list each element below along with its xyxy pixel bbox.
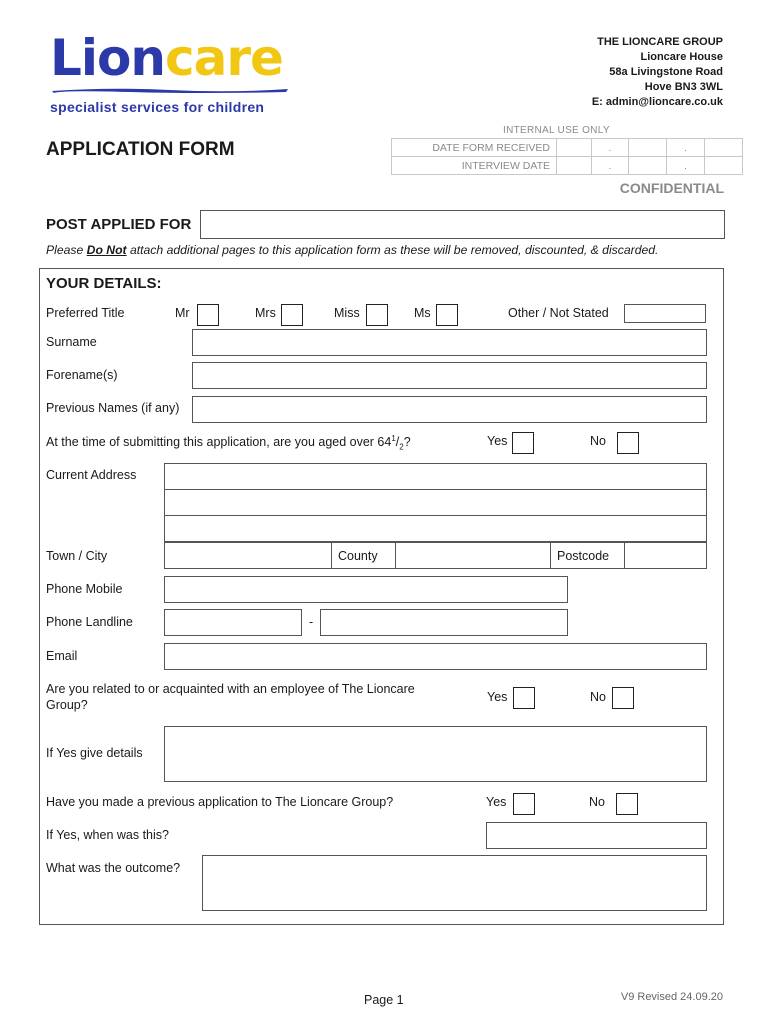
logo-brush-stroke (50, 86, 290, 94)
related-details-field[interactable] (164, 726, 707, 782)
page-title: APPLICATION FORM (46, 139, 235, 160)
section-title: YOUR DETAILS: (46, 275, 162, 292)
title-ms-checkbox[interactable] (436, 304, 458, 326)
age-yes-checkbox[interactable] (512, 432, 534, 454)
title-other-field[interactable] (624, 304, 706, 323)
title-other-label: Other / Not Stated (508, 306, 609, 320)
related-details-label: If Yes give details (46, 746, 143, 760)
related-no-checkbox[interactable] (612, 687, 634, 709)
related-no-label: No (590, 690, 606, 704)
previous-application-yes-checkbox[interactable] (513, 793, 535, 815)
related-yes-label: Yes (487, 690, 508, 704)
address-line-3-field[interactable] (164, 515, 707, 542)
date-cell[interactable] (705, 157, 743, 175)
phone-landline-label: Phone Landline (46, 615, 133, 629)
address-line: Lioncare House (640, 51, 723, 63)
postcode-label: Postcode (557, 549, 610, 563)
county-label: County (338, 549, 378, 563)
date-received-label: DATE FORM RECEIVED (392, 139, 557, 157)
age-fraction-slash: / (395, 435, 400, 450)
date-cell[interactable] (705, 139, 743, 157)
address-line: Hove BN3 3WL (644, 81, 723, 93)
phone-mobile-field[interactable] (164, 576, 568, 603)
age-fraction-numerator: 1 (391, 434, 396, 443)
age-question-mark: ? (403, 435, 411, 450)
previous-application-yes-label: Yes (486, 795, 507, 809)
note-emphasis: Do Not (86, 243, 127, 257)
previous-application-when-field[interactable] (486, 822, 707, 849)
email-field[interactable] (164, 643, 707, 670)
forenames-field[interactable] (192, 362, 707, 389)
logo-word-care: care (164, 29, 283, 87)
address-line-1-field[interactable] (164, 463, 707, 490)
previous-application-no-label: No (589, 795, 605, 809)
age-question (46, 434, 411, 452)
post-applied-label: POST APPLIED FOR (46, 216, 192, 233)
related-question-line1: Are you related to or acquainted with an employee of The Lioncare (46, 682, 415, 696)
confidential-label: CONFIDENTIAL (619, 180, 724, 196)
date-cell[interactable] (557, 157, 592, 175)
title-mrs-checkbox[interactable] (281, 304, 303, 326)
phone-mobile-label: Phone Mobile (46, 582, 123, 596)
company-address (592, 35, 723, 110)
forenames-label: Forename(s) (46, 368, 118, 382)
preferred-title-label: Preferred Title (46, 306, 125, 320)
interview-date-label: INTERVIEW DATE (392, 157, 557, 175)
age-question-text: At the time of submitting this application, are you aged over 64 (46, 435, 392, 450)
surname-label: Surname (46, 335, 97, 349)
version-label: V9 Revised 24.09.20 (620, 991, 723, 1003)
logo-word-lion: Lion (50, 29, 165, 87)
current-address-label: Current Address (46, 468, 137, 482)
date-cell[interactable]: . (667, 157, 705, 175)
lioncare-logo (50, 28, 283, 88)
age-fraction-denominator: 2 (399, 442, 404, 452)
title-miss-checkbox[interactable] (366, 304, 388, 326)
address-line-2-field[interactable] (164, 489, 707, 516)
surname-field[interactable] (192, 329, 707, 356)
title-mr-checkbox[interactable] (197, 304, 219, 326)
internal-use-heading: INTERNAL USE ONLY (503, 125, 610, 136)
address-line: THE LIONCARE GROUP (597, 36, 723, 48)
internal-use-table (391, 138, 743, 175)
age-no-checkbox[interactable] (617, 432, 639, 454)
date-cell[interactable]: . (592, 139, 629, 157)
postcode-field[interactable] (624, 542, 707, 569)
date-cell[interactable]: . (667, 139, 705, 157)
previous-names-label: Previous Names (if any) (46, 401, 180, 415)
county-field[interactable] (395, 542, 551, 569)
email-label: Email (46, 649, 78, 663)
age-no-label: No (590, 434, 606, 448)
title-mrs-label: Mrs (255, 306, 276, 320)
title-mr-label: Mr (175, 306, 190, 320)
age-yes-label: Yes (487, 434, 508, 448)
note-suffix: attach additional pages to this application form as these will be removed, discounted, & discarded. (126, 243, 659, 257)
post-applied-field[interactable] (200, 210, 725, 239)
date-cell[interactable] (557, 139, 592, 157)
town-field[interactable] (164, 542, 332, 569)
address-line: 58a Livingstone Road (609, 66, 723, 78)
landline-number-field[interactable] (320, 609, 568, 636)
title-ms-label: Ms (414, 306, 431, 320)
outcome-field[interactable] (202, 855, 707, 911)
date-cell[interactable]: . (592, 157, 629, 175)
logo-tagline: specialist services for children (50, 99, 265, 115)
related-question-line2: Group? (46, 698, 88, 712)
note-prefix: Please (46, 243, 87, 257)
previous-application-no-checkbox[interactable] (616, 793, 638, 815)
outcome-label: What was the outcome? (46, 861, 181, 875)
page-number: Page 1 (364, 993, 404, 1007)
address-email: E: admin@lioncare.co.uk (591, 96, 723, 108)
previous-application-question: Have you made a previous application to The Lioncare Group? (46, 795, 394, 809)
title-miss-label: Miss (334, 306, 360, 320)
landline-area-code-field[interactable] (164, 609, 302, 636)
date-cell[interactable] (629, 139, 667, 157)
date-cell[interactable] (629, 157, 667, 175)
landline-separator: - (309, 615, 314, 629)
town-label: Town / City (46, 549, 108, 563)
previous-names-field[interactable] (192, 396, 707, 423)
related-yes-checkbox[interactable] (513, 687, 535, 709)
previous-application-when-label: If Yes, when was this? (46, 828, 169, 842)
attachment-note (46, 243, 658, 257)
